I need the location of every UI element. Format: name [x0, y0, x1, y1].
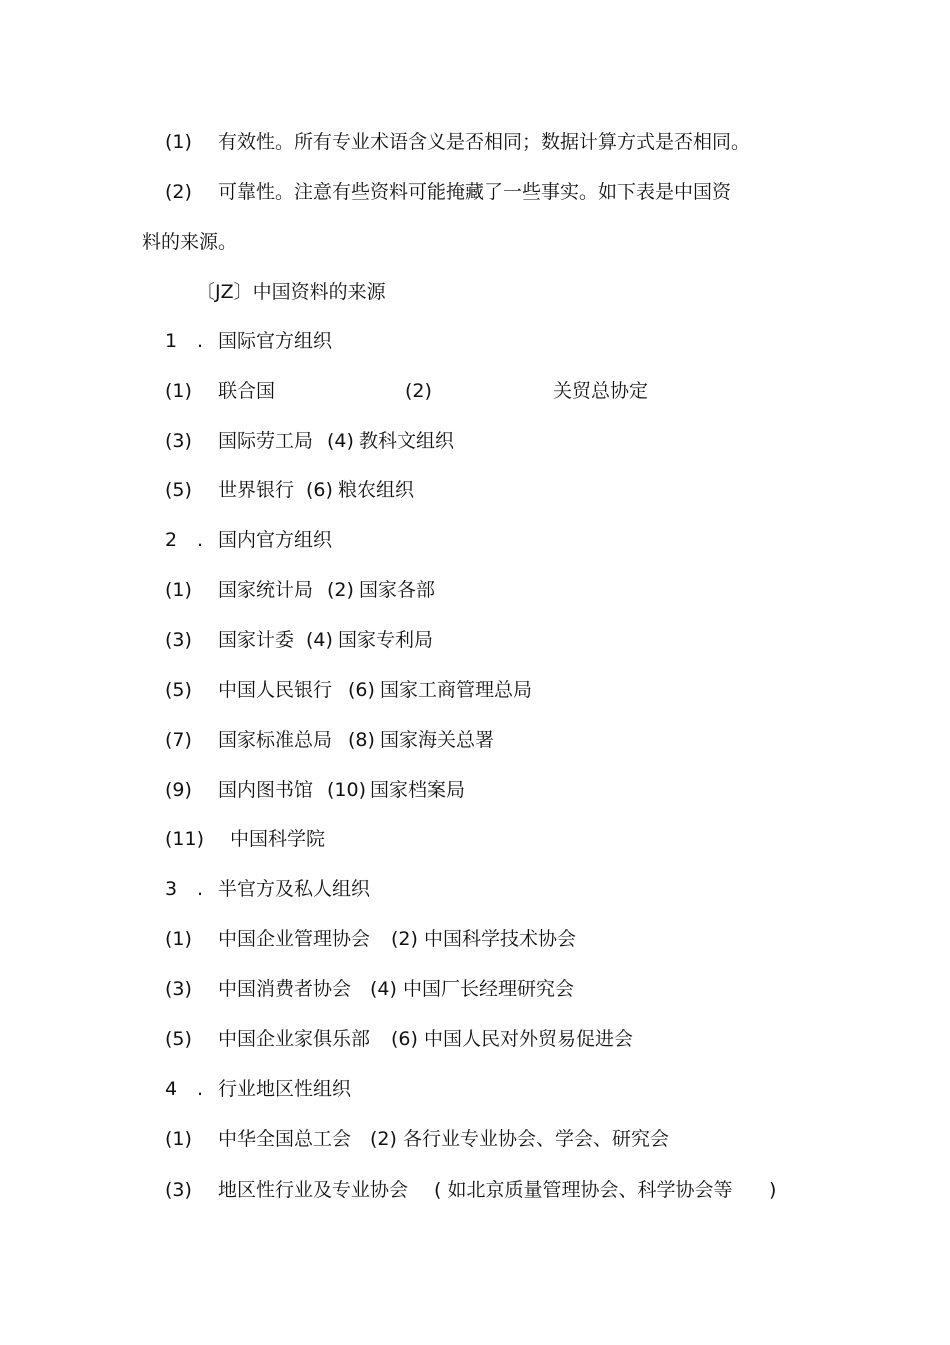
item-text: 国家专利局: [338, 629, 434, 651]
item-number: (3): [165, 978, 192, 1000]
item-number: (2): [327, 579, 354, 601]
item-number: (1): [165, 131, 192, 153]
section-title: 国际官方组织: [218, 330, 333, 352]
item-number: (1): [165, 928, 192, 950]
item-text: 地区性行业及专业协会: [218, 1179, 409, 1201]
item-text: 中华全国总工会: [218, 1128, 352, 1150]
item-text: 各行业专业协会、学会、研究会: [403, 1128, 670, 1150]
item-text: ( 如北京质量管理协会、科学协会等: [434, 1179, 733, 1201]
item-text: 中国厂长经理研究会: [403, 978, 575, 1000]
item-text: 中国科学院: [230, 828, 326, 850]
item-number: (5): [165, 479, 192, 501]
item-number: (4): [327, 430, 354, 452]
item-number: (1): [165, 579, 192, 601]
item-text: 关贸总协定: [553, 380, 649, 402]
section-number: 4: [165, 1078, 178, 1100]
item-text: 国家海关总署: [380, 729, 495, 751]
item-text: 教科文组织: [359, 430, 455, 452]
item-text: 中国科学技术协会: [424, 928, 577, 950]
item-text: 国家计委: [218, 629, 295, 651]
item-number: (6): [391, 1028, 418, 1050]
item-number: (2): [370, 1128, 397, 1150]
item-text: 粮农组织: [338, 479, 415, 501]
item-number: (9): [165, 779, 192, 801]
item-text: 中国人民银行: [218, 679, 333, 701]
item-number: (3): [165, 430, 192, 452]
item-number: (3): [165, 629, 192, 651]
item-text: 中国消费者协会: [218, 978, 352, 1000]
section-title: 行业地区性组织: [218, 1078, 352, 1100]
section-number: 3: [165, 878, 178, 900]
item-text: 世界银行: [218, 479, 295, 501]
item-number: (8): [348, 729, 375, 751]
item-number: (10): [327, 779, 367, 801]
item-text: 国家统计局: [218, 579, 314, 601]
item-number: (4): [370, 978, 397, 1000]
item-number: (5): [165, 679, 192, 701]
section-dot: .: [197, 1078, 204, 1100]
item-number: (4): [306, 629, 333, 651]
item-number: (6): [348, 679, 375, 701]
section-dot: .: [197, 330, 204, 352]
section-number: 1: [165, 330, 178, 352]
item-number: (11): [165, 828, 205, 850]
item-text: 国家标准总局: [218, 729, 333, 751]
paragraph-text: 料的来源。: [142, 231, 238, 253]
item-text: 中国企业管理协会: [218, 928, 371, 950]
item-text: 国家工商管理总局: [380, 679, 533, 701]
item-text: 国际劳工局: [218, 430, 314, 452]
item-text: 联合国: [218, 380, 276, 402]
item-text: 国家各部: [359, 579, 436, 601]
item-number: (6): [306, 479, 333, 501]
item-number: (1): [165, 1128, 192, 1150]
section-dot: .: [197, 878, 204, 900]
item-text: 中国人民对外贸易促进会: [424, 1028, 634, 1050]
paragraph-text: 有效性。所有专业术语含义是否相同；数据计算方式是否相同。: [218, 131, 751, 153]
closing-paren: ): [769, 1179, 777, 1201]
item-number: (2): [165, 181, 192, 203]
item-text: 中国企业家俱乐部: [218, 1028, 371, 1050]
item-number: (5): [165, 1028, 192, 1050]
item-text: 国内图书馆: [218, 779, 314, 801]
item-number: (1): [165, 380, 192, 402]
item-number: (7): [165, 729, 192, 751]
item-number: (2): [391, 928, 418, 950]
paragraph-text: 可靠性。注意有些资料可能掩藏了一些事实。如下表是中国资: [218, 181, 732, 203]
item-text: 国家档案局: [370, 779, 466, 801]
section-dot: .: [197, 529, 204, 551]
section-title: 国内官方组织: [218, 529, 333, 551]
item-number: (3): [165, 1179, 192, 1201]
table-title-text: 〔JZ〕中国资料的来源: [196, 281, 386, 303]
section-title: 半官方及私人组织: [218, 878, 371, 900]
section-number: 2: [165, 529, 178, 551]
item-number: (2): [405, 380, 432, 402]
